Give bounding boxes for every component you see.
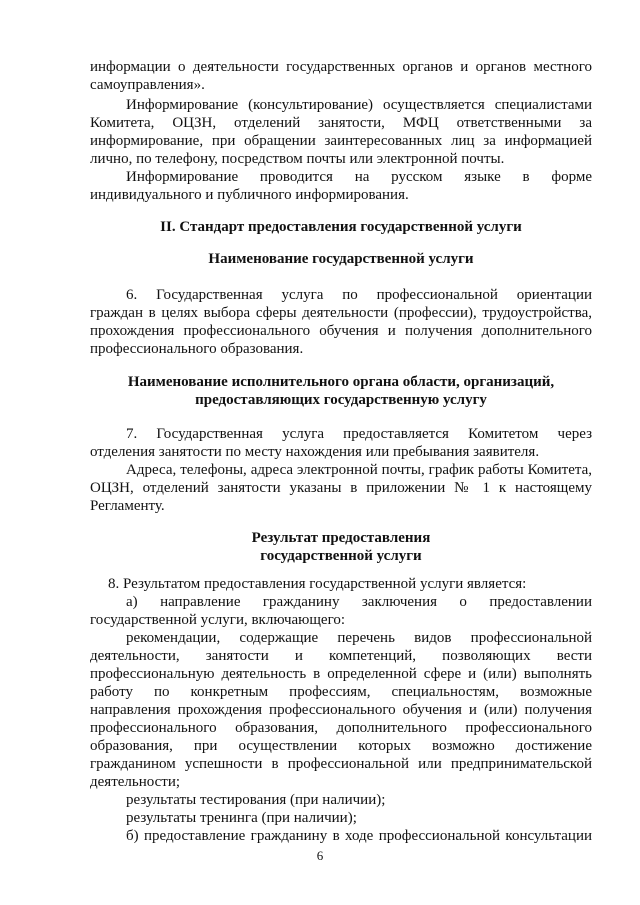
text-line: Информирование (консультирование) осуществляется специалистами	[126, 97, 592, 113]
text-line: информации о деятельности государственных органов и органов местного	[90, 59, 592, 75]
text-line: 7. Государственная услуга предоставляется Комитетом через	[126, 426, 592, 442]
text-line: информирование, при обращении заинтересованных лиц за информацией	[90, 133, 592, 149]
text-line: гражданином успешности в профессиональной или предпринимательской	[90, 756, 592, 772]
text-line: 8. Результатом предоставления государственной услуги является:	[108, 576, 527, 592]
text-line: лично, по телефону, посредством почты или электронной почты.	[90, 151, 505, 167]
text-line: Адреса, телефоны, адреса электронной почты, график работы Комитета,	[126, 462, 592, 478]
text-line: отделения занятости по месту нахождения или пребывания заявителя.	[90, 444, 540, 460]
text-line: деятельности, занятости и компетенций, позволяющих вести	[90, 648, 592, 664]
text-line: результаты тестирования (при наличии);	[126, 792, 386, 808]
text-line: рекомендации, содержащие перечень видов профессиональной	[126, 630, 592, 646]
text-line: образования, при осуществлении которых возможно достижение	[90, 738, 592, 754]
subsection-heading: предоставляющих государственную услугу	[195, 392, 487, 408]
subsection-heading: Наименование исполнительного органа области, организаций,	[127, 374, 555, 390]
text-line: профессионального образования, дополнительного профессионального	[90, 720, 592, 736]
text-line: Регламенту.	[90, 498, 165, 514]
text-line: государственной услуги, включающего:	[90, 612, 346, 628]
subsection-heading: Наименование государственной услуги	[208, 251, 474, 267]
text-line: 6. Государственная услуга по профессиональной ориентации	[126, 287, 592, 303]
subsection-heading: государственной услуги	[260, 548, 422, 564]
text-line: ОЦЗН, отделений занятости указаны в приложении № 1 к настоящему	[90, 480, 592, 496]
text-line: работу по конкретным профессиям, специальностям, возможные	[90, 684, 592, 700]
text-line: индивидуального и публичного информирования.	[90, 187, 409, 203]
text-line: а) направление гражданину заключения о предоставлении	[126, 594, 592, 610]
page-number: 6	[316, 848, 324, 863]
subsection-heading: Результат предоставления	[251, 530, 431, 546]
text-line: деятельности;	[90, 774, 181, 790]
text-line: самоуправления».	[90, 77, 205, 93]
text-line: Информирование проводится на русском языке в форме	[126, 169, 592, 185]
section-heading: II. Стандарт предоставления государственной услуги	[160, 219, 522, 235]
text-line: граждан в целях выбора сферы деятельности (профессии), трудоустройства,	[90, 305, 592, 321]
text-line: прохождения профессионального обучения и получения дополнительного	[90, 323, 592, 339]
text-line: профессионального образования.	[90, 341, 304, 357]
text-line: результаты тренинга (при наличии);	[126, 810, 357, 826]
text-line: профессиональную деятельность в определенной сфере и (или) выполнять	[90, 666, 592, 682]
text-line: Комитета, ОЦЗН, отделений занятости, МФЦ ответственными за	[90, 115, 592, 131]
text-line: б) предоставление гражданину в ходе профессиональной консультации	[126, 828, 592, 844]
text-line: направления прохождения профессионального обучения и (или) получения	[90, 702, 592, 718]
